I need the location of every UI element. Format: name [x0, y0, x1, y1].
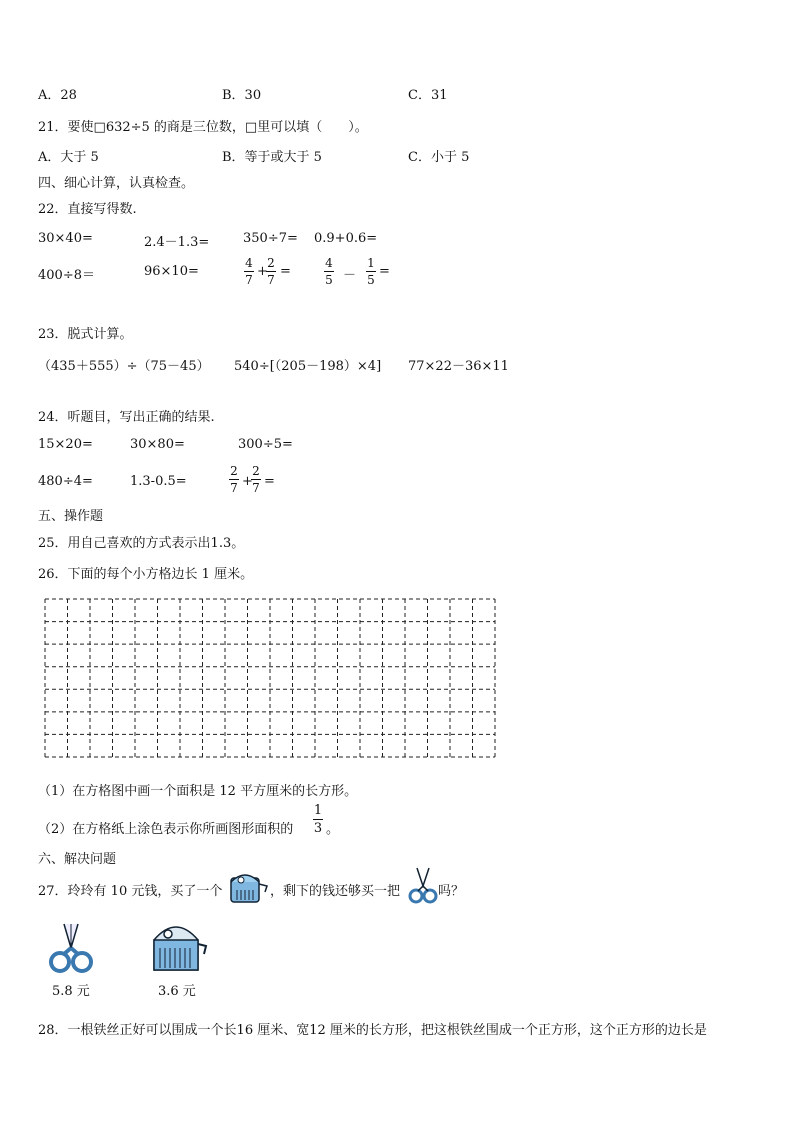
calc-item: 77×22－36×11	[408, 359, 509, 374]
denominator: 3	[313, 821, 323, 836]
square-grid	[44, 598, 496, 758]
question-26-part-1: （1）在方格图中画一个面积是 12 平方厘米的长方形。	[38, 784, 358, 799]
option-a: A．28	[38, 88, 77, 103]
question-28: 28．一根铁丝正好可以围成一个长16 厘米、宽12 厘米的长方形，把这根铁丝围成一个正方形，这个正方形的边长是	[38, 1023, 707, 1038]
calc-item: （435＋555）÷（75－45）	[38, 359, 210, 374]
price-label: 3.6 元	[158, 984, 196, 999]
fraction	[324, 256, 334, 287]
calc-item: 400÷8＝	[38, 268, 95, 283]
denominator: 7	[230, 481, 238, 495]
calc-item: 2.4－1.3=	[144, 235, 210, 250]
question-26-part-2: （2）在方格纸上涂色表示你所画图形面积的	[38, 822, 294, 837]
section-heading: 五、操作题	[38, 509, 104, 524]
question-27: 27．玲玲有 10 元钱，买了一个	[38, 884, 223, 899]
denominator: 7	[245, 273, 253, 287]
equals: =	[379, 264, 390, 279]
numerator: 2	[267, 256, 275, 270]
pencil-sharpener-icon	[227, 866, 269, 910]
question-27: ，剩下的钱还够买一把	[270, 884, 401, 899]
denominator: 7	[252, 481, 260, 495]
fraction	[229, 464, 239, 495]
operator: +	[257, 264, 268, 279]
numerator: 1	[313, 803, 323, 818]
numerator: 4	[325, 256, 333, 270]
question-24: 24．听题目，写出正确的结果.	[38, 410, 215, 425]
question-21: 21．要使□632÷5 的商是三位数，□里可以填（ ）。	[38, 120, 368, 135]
option-c: C．小于 5	[408, 150, 470, 165]
question-22: 22．直接写得数.	[38, 202, 137, 217]
section-heading: 四、细心计算，认真检查。	[38, 176, 195, 191]
operator: －	[343, 268, 357, 283]
fraction	[244, 256, 254, 287]
calc-item: 30×40=	[38, 231, 93, 246]
calc-item: 1.3-0.5=	[130, 474, 187, 489]
punctuation: 。	[326, 822, 340, 837]
denominator: 5	[325, 273, 333, 287]
price-label: 5.8 元	[52, 984, 90, 999]
scissors-icon	[408, 864, 438, 910]
calc-item: 30×80=	[130, 437, 185, 452]
numerator: 1	[367, 256, 375, 270]
equals: =	[280, 264, 291, 279]
denominator: 5	[367, 273, 375, 287]
calc-item: 96×10=	[144, 264, 199, 279]
equals: =	[264, 474, 275, 489]
option-b: B．30	[222, 88, 262, 103]
fraction	[366, 256, 376, 287]
question-27: 吗？	[438, 884, 465, 899]
operator: +	[242, 474, 253, 489]
section-heading: 六、解决问题	[38, 852, 117, 867]
fraction	[313, 803, 323, 836]
calc-item: 350÷7=	[243, 231, 298, 246]
calc-item: 480÷4=	[38, 474, 93, 489]
calc-item: 540÷[（205－198）×4]	[234, 359, 382, 374]
denominator: 7	[267, 273, 275, 287]
question-25: 25．用自己喜欢的方式表示出1.3。	[38, 536, 245, 551]
numerator: 4	[245, 256, 253, 270]
option-b: B．等于或大于 5	[222, 150, 322, 165]
scissors-icon	[48, 920, 94, 980]
numerator: 2	[252, 464, 260, 478]
numerator: 2	[230, 464, 238, 478]
option-c: C．31	[408, 88, 448, 103]
option-a: A．大于 5	[38, 150, 99, 165]
calc-item: 15×20=	[38, 437, 93, 452]
question-23: 23．脱式计算。	[38, 327, 133, 342]
pencil-sharpener-icon	[148, 918, 208, 980]
fraction	[266, 256, 276, 287]
question-26: 26．下面的每个小方格边长 1 厘米。	[38, 567, 254, 582]
fraction	[251, 464, 261, 495]
calc-item: 300÷5=	[238, 437, 293, 452]
calc-item: 0.9+0.6=	[314, 231, 378, 246]
